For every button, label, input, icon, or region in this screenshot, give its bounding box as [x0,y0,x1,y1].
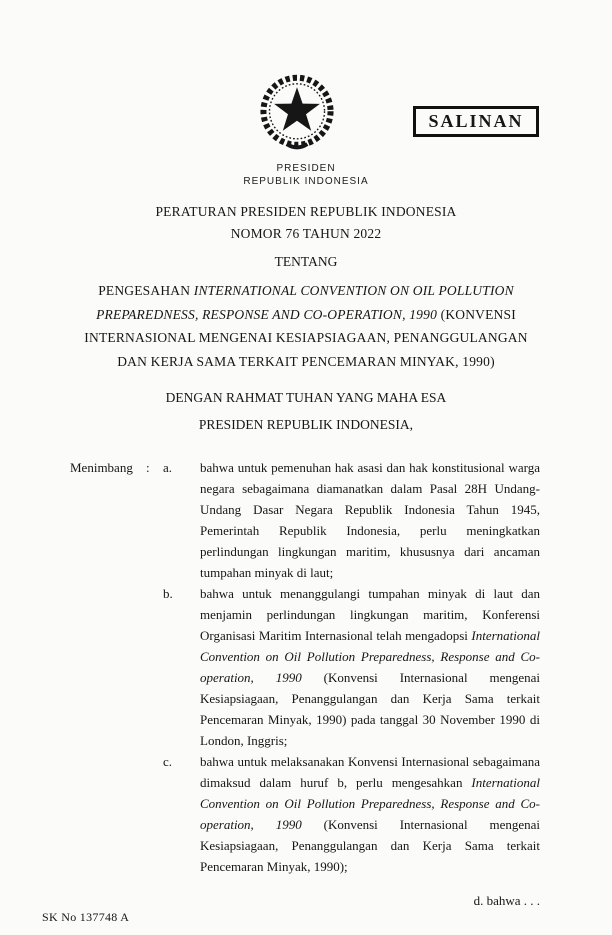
regulation-title-line1: PERATURAN PRESIDEN REPUBLIK INDONESIA [155,204,457,219]
considering-colon: : [146,460,150,475]
salinan-stamp [413,106,539,137]
item-a-letter: a. [163,460,173,475]
regulation-number: NOMOR 76 TAHUN 2022 [230,226,382,241]
regulation-title [0,201,612,245]
considering-label: Menimbang [70,460,133,475]
item-c-letter: c. [163,754,173,769]
item-c-text: bahwa untuk melaksanakan Konvensi Internasional sebagaimana dimaksud dalam huruf b, perlu mengesahkan International Convention on Oil Pollution Preparedness, Response and Co-operation, 1990 (Konvensi Internasional mengenai Kesiapsiagaan, Penanggulangan dan Kerja Sama terkait Pencemaran Minyak, 1990); [200,754,540,874]
considering-item-c [163,751,540,877]
document-content [0,162,612,909]
preamble-president: PRESIDEN REPUBLIK INDONESIA, [198,417,414,432]
preamble-invocation: DENGAN RAHMAT TUHAN YANG MAHA ESA [165,390,447,405]
letterhead [0,162,612,188]
considering-item-a [163,457,540,583]
page-catchword: d. bahwa . . . [473,893,540,908]
letterhead-presiden: PRESIDEN [276,163,336,174]
tentang-heading: TENTANG [274,254,338,269]
considering-item-b [163,583,540,751]
emblem-graphic [254,68,340,158]
letterhead-republik-indonesia: REPUBLIK INDONESIA [243,176,369,187]
item-b-letter: b. [163,586,173,601]
considering-items [163,457,540,877]
item-a-text: bahwa untuk pemenuhan hak asasi dan hak konstitusional warga negara sebagaimana diamanatkan dalam Pasal 28H Undang-Undang Dasar Negara Republik Indonesia Tahun 1945, Pemerintah Republik Indonesia, perlu meningkatkan perlindungan lingkungan maritim, khususnya dari ancaman tumpahan minyak di laut; [200,460,540,580]
regulation-subject: PENGESAHAN INTERNATIONAL CONVENTION ON OIL POLLUTION PREPAREDNESS, RESPONSE AND CO-OPERATION, 1990 (KONVENSI INTERNASIONAL MENGENAI KESIAPSIAGAAN, PENANGGULANGAN DAN KERJA SAMA TERKAIT PENCEMARAN MINYAK, 1990) [84,283,528,369]
document-control-number: SK No 137748 A [42,910,130,924]
considering-section [70,457,540,877]
item-b-text: bahwa untuk menanggulangi tumpahan minyak di laut dan menjamin perlindungan lingkungan maritim, Konferensi Organisasi Maritim Internasional telah mengadopsi International Convention on Oil Pollution Preparedness, Response and Co-operation, 1990 (Konvensi Internasional mengenai Kesiapsiagaan, Penanggulangan dan Kerja Sama terkait Pencemaran Minyak, 1990) pada tanggal 30 November 1990 di London, Inggris; [200,586,540,748]
salinan-stamp-label: SALINAN [428,111,524,131]
presidential-star-wreath-emblem [254,68,340,158]
